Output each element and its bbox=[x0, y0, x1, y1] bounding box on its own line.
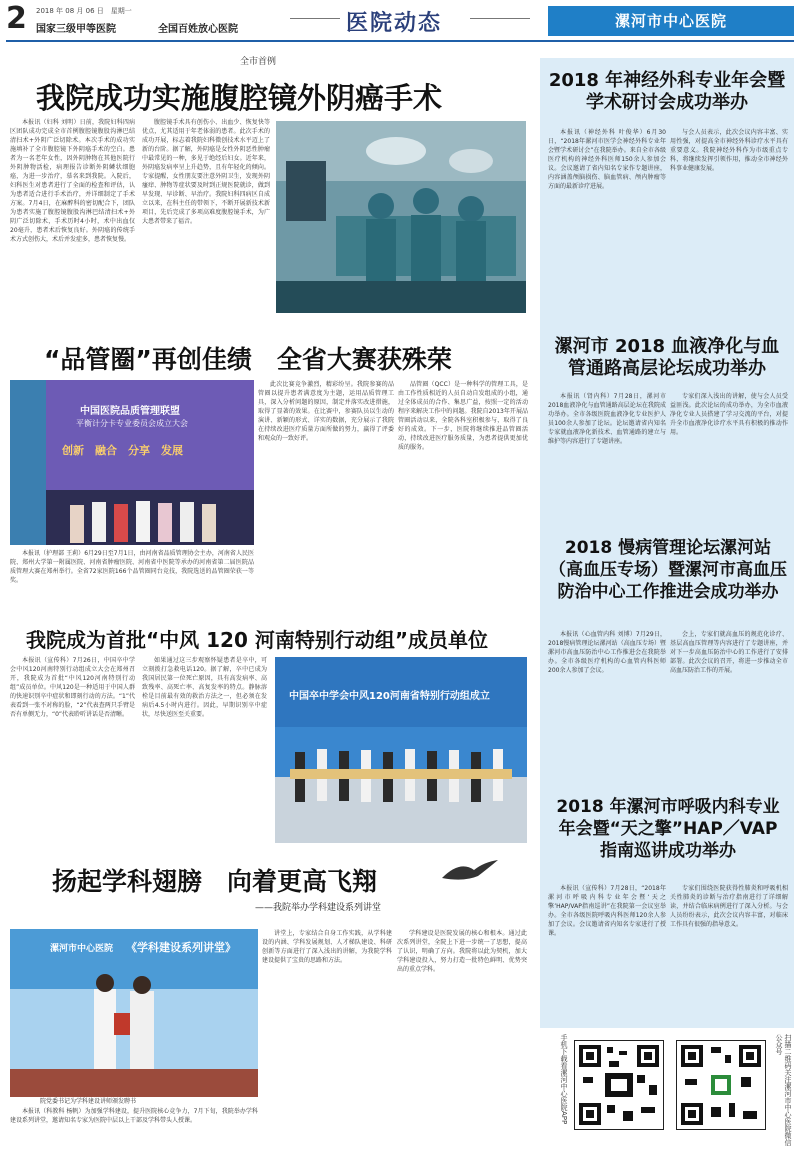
article2-body-col3: 品管圈（QCC）是一种科学的管理工具，是由工作性质相近的人员自动自发组成的小组，通过全体成员的合作、集思广益，按照一定的活动程序来解决工作中的问题。我院自2013年开展品管圈活动以来，全院各科室积极参与，取得了良好的成效。下一步，医院将继续推进品管圈活动，持续改进医疗服务质量，为患者提供更加优质的服务。 bbox=[398, 381, 528, 451]
header-rule bbox=[6, 40, 794, 42]
hospital-logo: 漯河市中心医院 bbox=[548, 6, 794, 36]
article4-body-col3: 学科建设是医院发展的核心和根本。通过此次系列讲堂，全院上下进一步统一了思想，提高了认识，明确了方向。我院将以此为契机，加大学科建设投入，努力打造一批特色鲜明、优势突出的重点学科。 bbox=[397, 930, 527, 973]
rail-art4-col1: 本报讯（宣传科）7月28日，“2018年漯河市呼吸内科专业年会暨‘天之擎’HAP/VAP指南巡讲”在我院第一会议室举办。全市各级医院呼吸内科医师120余人参加了会议。会议邀请省内知名专家进行了授课。 bbox=[548, 885, 666, 937]
article1-title: 我院成功实施腹腔镜外阴癌手术 bbox=[36, 81, 443, 115]
article2-title: “品管圈”再创佳绩 全省大赛获殊荣 bbox=[44, 345, 452, 374]
wechat-account-qr-code[interactable] bbox=[676, 1040, 766, 1130]
photo-banner-line1: 中国医院品质管理联盟 bbox=[80, 406, 180, 417]
rail-art3-col2: 会上，专家们就高血压的规范化诊疗、基层高血压管理等内容进行了专题讲座，并对下一步高血压防治中心的工作进行了安排部署。此次会议的召开，将进一步推动全市高血压防治工作的开展。 bbox=[670, 631, 788, 674]
tag-hospital-grade: 国家三级甲等医院 bbox=[36, 24, 116, 35]
qr1-label: 手机下载看漯河中心医院APP bbox=[560, 1034, 568, 1125]
article4-title: 扬起学科翅膀 向着更高飞翔 bbox=[52, 867, 378, 896]
rail-art2-title: 漯河市 2018 血液净化与血管通路高层论坛成功举办 bbox=[554, 336, 780, 379]
article3-body-col2: 如果通过这三步观察怀疑患者是卒中，可立刻拨打急救电话120。据了解，卒中已成为我国居民第一位死亡原因，具有高发病率、高致残率、高死亡率、高复发率的特点。静脉溶栓是目前最有效的救治方法之一，但必须在发病后4.5小时内进行。因此，早期识别卒中症状，尽快送医至关重要。 bbox=[142, 657, 267, 718]
section-rule-left bbox=[290, 18, 340, 19]
article3-title: 我院成为首批“中风 120 河南特别行动组”成员单位 bbox=[26, 628, 488, 652]
article1-body-col1: 本报讯（妇科 刘明）日前，我院妇科四病区团队成功完成全市首例腹腔镜腹股沟淋巴结清扫术+外阴广泛切除术。本次手术的成功实施填补了全市腹腔镜下外阴癌手术的空白。患者为一名老年女性，因外阴肿物在其他医院行外阴肿物活检，病理报告诊断外阴鳞状细胞癌，为进一步治疗，慕名来到我院。入院后，妇科医生对患者进行了全面的检查和评估，认为患者适合进行手术治疗，并详细制定了手术方案。7月4日，在麻醉科的密切配合下，团队为患者实施了腹腔镜腹股沟淋巴结清扫术+外阴广泛切除术，手术历时4小时，术中出血仅20毫升，患者术后恢复良好。外阴癌的传统手术方式创伤大，术后并发症多，患者恢复慢。 bbox=[10, 119, 135, 243]
article4-subtitle: ——我院举办学科建设系列讲堂 bbox=[255, 903, 382, 913]
rail-art2-col2: 专家们深入浅出的讲解，使与会人员受益匪浅。此次论坛的成功举办，为全市血液净化专业人员搭建了学习交流的平台，对提升全市血液净化诊疗水平具有积极的推动作用。 bbox=[670, 393, 788, 436]
photo-banner-line2: 平衡计分卡专业委员会成立大会 bbox=[76, 419, 188, 428]
app-download-qr-code[interactable] bbox=[574, 1040, 664, 1130]
lecture-photo bbox=[10, 929, 258, 1097]
photo-banner-line1: 漯河市中心医院 bbox=[50, 944, 114, 954]
photo-banner: 中国卒中学会中风120河南省特别行动组成立 bbox=[289, 691, 490, 702]
tag-hospital-trust: 全国百姓放心医院 bbox=[158, 24, 238, 35]
article1-kicker: 全市首例 bbox=[240, 57, 277, 67]
lecture-photo-caption: 院党委书记为学科建设讲师颁发聘书 bbox=[40, 1098, 137, 1105]
section-title: 医院动态 bbox=[346, 10, 443, 36]
section-rule-right bbox=[470, 18, 530, 19]
article1-body-col2: 腹腔镜手术具有创伤小、出血少、恢复快等优点，尤其适用于年老体弱的患者。此次手术的成功开展，标志着我院妇科微创技术水平迈上了新的台阶。据了解，外阴癌是女性外阴恶性肿瘤中最常见的一种，多见于绝经后妇女。近年来，外阴癌发病率呈上升趋势，且有年轻化的倾向。专家提醒，女性朋友要注意外阴卫生，发现外阴瘙痒、肿物等症状要及时到正规医院就诊，做到早发现、早诊断、早治疗。我院妇科四病区自成立以来，在科主任的带领下，不断开展新技术新项目，先后完成了多项高难度腹腔镜手术，为广大患者带来了福音。 bbox=[142, 119, 270, 225]
surgery-photo bbox=[276, 121, 526, 313]
article4-body-col2: 讲堂上，专家结合自身工作实践，从学科建设的内涵、学科发展规划、人才梯队建设、科研创新等方面进行了深入浅出的讲解，为我院学科建设提供了宝贵的思路和方法。 bbox=[262, 930, 392, 964]
rail-art3-col1: 本报讯（心血管内科 刘博）7月29日，2018慢病管理论坛漯河站（高血压专场）暨漯河市高血压防治中心工作推进会在我院举办。全市各级医疗机构的心血管内科医师200余人参加了会议。 bbox=[548, 631, 666, 674]
article2-body-col2: 此次比赛竞争激烈，精彩纷呈。我院参赛的品管圈以提升患者满意度为主题，运用品质管理工具，深入分析问题的原因，制定并落实改进措施，取得了显著的效果。在比赛中，参赛队员以生动的演讲、新颖的形式、详实的数据，充分展示了我院在持续改进医疗质量方面所做的努力，赢得了评委和观众的一致好评。 bbox=[258, 381, 394, 442]
rail-art2-col1: 本报讯（肾内科）7月28日，漯河市2018血液净化与血管通路高层论坛在我院成功举办。全市各级医院血液净化专业医护人员100余人参加了论坛。论坛邀请省内知名专家就血液净化新技术、血管通路的建立与维护等内容进行了专题讲座。 bbox=[548, 393, 666, 445]
article2-body-col1: 本报讯（护理部 王莉）6月29日至7月1日，由河南省品质管理协会主办，河南省人民医院、郑州大学第一附属医院、河南省肿瘤医院、河南省中医院等承办的河南省第二届医院品质管理大赛在郑州举行。全省72家医院166个品管圈同台竞技，我院选送的品管圈荣获一等奖。 bbox=[10, 550, 254, 584]
rail-art1-col2: 与会人员表示，此次会议内容丰富、实用性强，对提高全市神经外科诊疗水平具有重要意义。我院神经外科作为市级重点专科，将继续发挥引领作用，推动全市神经外科事业健康发展。 bbox=[670, 129, 788, 172]
page-number: 2 bbox=[6, 1, 27, 36]
photo-banner-line2: 《学科建设系列讲堂》 bbox=[126, 941, 236, 954]
article4-body-col1: 本报讯（科教科 杨帆）为加强学科建设，提升医院核心竞争力，7月下旬，我院举办学科建设系列讲堂，邀请知名专家为医院中层以上干部及学科带头人授课。 bbox=[10, 1108, 258, 1124]
article3-body-col1: 本报讯（宣传科）7月26日，中国卒中学会中风120河南特别行动组成立大会在郑州召开，我院成为首批“中风120河南特别行动组”成员单位。中风120是一种适用于中国人群的快速识别卒中症状和即刻行动的方法。“1”代表看到一张不对称的脸，“2”代表查两只手臂是否有单侧无力，“0”代表聆听讲话是否清晰。 bbox=[10, 657, 135, 718]
qr2-label: 扫描二维码关注漯河市中心医院微信公众号 bbox=[775, 1034, 792, 1146]
flying-bird-icon bbox=[440, 856, 500, 886]
rail-art4-title: 2018 年漯河市呼吸内科专业年会暨“天之擎”HAP／VAP 指南巡讲成功举办 bbox=[556, 797, 780, 861]
rail-art3-title: 2018 慢病管理论坛漯河站（高血压专场）暨漯河市高血压防治中心工作推进会成功举办 bbox=[549, 538, 787, 602]
quality-circle-award-photo bbox=[10, 380, 254, 545]
rail-art1-col1: 本报讯（神经外科 叶俊华）6月30日，“2018年漯河市医学会神经外科专业年会暨学术研讨会”在我院举办。来自全市各级医疗机构的神经外科医师150余人参加会议。会议邀请了省内知名专家作专题讲座，内容涵盖颅脑损伤、脑血管病、颅内肿瘤等方面的最新诊疗进展。 bbox=[548, 129, 666, 190]
rail-art4-col2: 专家们围绕医院获得性肺炎和呼吸机相关性肺炎的诊断与治疗指南进行了详细解读，并结合临床病例进行了深入分析。与会人员纷纷表示，此次会议内容丰富，对临床工作具有很强的指导意义。 bbox=[670, 885, 788, 928]
photo-slogan: 创新 融合 分享 发展 bbox=[62, 444, 183, 457]
rail-art1-title: 2018 年神经外科专业年会暨学术研讨会成功举办 bbox=[548, 70, 786, 113]
stroke-team-photo bbox=[275, 657, 527, 843]
issue-date: 2018 年 08 月 06 日 星期一 bbox=[36, 7, 132, 15]
